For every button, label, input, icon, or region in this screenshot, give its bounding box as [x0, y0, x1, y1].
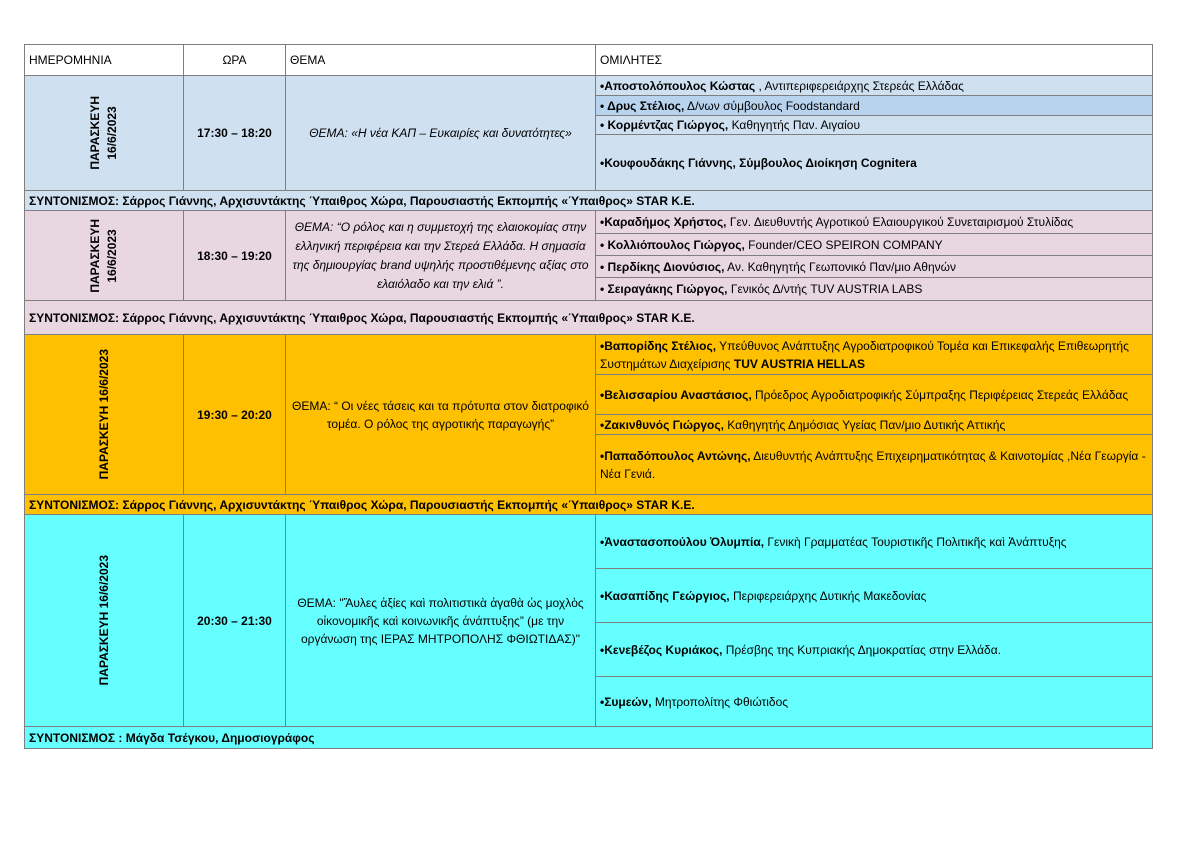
speaker-item — [596, 569, 1153, 623]
speaker-name: •Παπαδόπουλος Αντώνης, — [600, 448, 751, 463]
speaker-role: Διευθυντής Ανάπτυξης Επιχειρηματικότητας & Καινοτομίας ,Νέα Γεωργία - Νέα Γενιά. — [600, 448, 1146, 481]
header-row — [25, 45, 1153, 76]
session-4-row — [25, 515, 1153, 569]
session-time: 20:30 – 21:30 — [184, 515, 286, 727]
speaker-name: •Κασαπίδης Γεώργιος, — [600, 588, 730, 603]
session-2-row — [25, 211, 1153, 234]
speaker-name: •Βαπορίδης Στέλιος, — [600, 338, 717, 353]
speaker-role: Καθηγητής Δημόσιας Υγείας Παν/μιο Δυτικής Αττικής — [723, 417, 1006, 432]
date-value: ΠΑΡΑΣΚΕΥΗ 16/6/2023 — [96, 555, 111, 686]
speaker-name: • Σειραγάκης Γιώργος, — [600, 282, 728, 296]
speaker-role: , Αντιπεριφερειάρχης Στερεάς Ελλάδας — [755, 78, 964, 93]
coordinator-row: ΣΥΝΤΟΝΙΣΜΟΣ: Σάρρος Γιάννης, Αρχισυντάκτης Ύπαιθρος Χώρα, Παρουσιαστής Εκπομπής «Ύπαιθρος» STAR K.E. — [25, 191, 1153, 211]
speaker-role: Γενικός Δ/ντής TUV AUSTRIA LABS — [727, 282, 923, 296]
speaker-name: •Ἀναστασοπούλου Ὀλυμπία, — [600, 534, 765, 549]
speaker-item — [596, 375, 1153, 415]
speaker-name: •Ζακινθυνός Γιώργος, — [600, 417, 724, 432]
header-topic: ΘΕΜΑ — [286, 45, 596, 76]
speaker-item — [596, 256, 1153, 278]
speaker-name: •Αποστολόπουλος Κώστας — [600, 78, 756, 93]
speaker-role: Αν. Καθηγητής Γεωπονικό Παν/μιο Αθηνών — [724, 259, 957, 274]
speaker-name: • Κορμέντζας Γιώργος, — [600, 118, 729, 132]
session-topic: ΘΕΜΑ: “ Οι νέες τάσεις και τα πρότυπα στον διατροφικό τομέα. Ο ρόλος της αγροτικής παραγωγής” — [286, 335, 596, 495]
speaker-org: TUV AUSTRIA HELLAS — [733, 356, 865, 371]
speaker-name: • Κολλιόπουλος Γιώργος, — [600, 237, 745, 252]
speaker-item — [596, 96, 1153, 116]
header-speakers: ΟΜΙΛΗΤΕΣ — [596, 45, 1153, 76]
header-time: ΩΡΑ — [184, 45, 286, 76]
session-date — [25, 335, 184, 495]
speaker-item — [596, 135, 1153, 191]
speaker-item — [596, 211, 1153, 234]
date-day: ΠΑΡΑΣΚΕΥΗ — [88, 96, 102, 170]
speaker-item — [596, 278, 1153, 301]
speaker-name: •Βελισσαρίου Αναστάσιος, — [600, 387, 752, 402]
speaker-role: Υπεύθυνος Ανάπτυξης Αγροδιατροφικού Τομέα και Επικεφαλής Επιθεωρητής Συστημάτων Διαχείρισης — [600, 338, 1129, 371]
date-day: ΠΑΡΑΣΚΕΥΗ — [88, 218, 102, 293]
session-date — [25, 76, 184, 191]
session-topic: ΘΕΜΑ: “Ο ρόλος και η συμμετοχή της ελαιοκομίας στην ελληνική περιφέρεια και την Στερεά Ελλάδα. Η σημασία της δημιουργίας brand υψηλής προστιθέμενης αξίας στο ελαιόλαδο και την ελιά ”. — [286, 211, 596, 301]
speaker-role: Δ/νων σύμβουλος Foodstandard — [684, 98, 860, 113]
speaker-item — [596, 623, 1153, 677]
speaker-role: Μητροπολίτης Φθιώτιδος — [651, 694, 789, 709]
date-value: ΠΑΡΑΣΚΕΥΗ 16/6/2023 — [96, 349, 111, 480]
session-topic: ΘΕΜΑ: "Ἄυλες ἀξίες καὶ πολιτιστικὰ ἀγαθὰ ὡς μοχλὸς οἰκονομικῆς καὶ κοινωνικῆς ἀνάπτυξης” (με την οργάνωση της ΙΕΡΑΣ ΜΗΤΡΟΠΟΛΗΣ ΦΘΙΩΤΙΔΑΣ)" — [286, 515, 596, 727]
speaker-item — [596, 234, 1153, 256]
schedule-table — [24, 44, 1153, 749]
session-time: 19:30 – 20:20 — [184, 335, 286, 495]
coordinator-row: ΣΥΝΤΟΝΙΣΜΟΣ : Μάγδα Τσέγκου, Δημοσιογράφος — [25, 727, 1153, 749]
speaker-name: •Κουφουδάκης Γιάννης, Σύμβουλος Διοίκηση Cognitera — [600, 155, 917, 170]
session-time: 18:30 – 19:20 — [184, 211, 286, 301]
speaker-item — [596, 116, 1153, 135]
header-date: ΗΜΕΡΟΜΗΝΙΑ — [25, 45, 184, 76]
speaker-item — [596, 415, 1153, 435]
speaker-name: •Κενεβέζος Κυριάκος, — [600, 642, 723, 657]
speaker-role: Γεν. Διευθυντής Αγροτικού Ελαιουργικού Συνεταιρισμού Στυλίδας — [726, 215, 1074, 229]
session-time: 17:30 – 18:20 — [184, 76, 286, 191]
date-value: 16/6/2023 — [105, 106, 119, 160]
speaker-role: Καθηγητής Παν. Αιγαίου — [728, 118, 861, 132]
coordinator-row: ΣΥΝΤΟΝΙΣΜΟΣ: Σάρρος Γιάννης, Αρχισυντάκτης Ύπαιθρος Χώρα, Παρουσιαστής Εκπομπής «Ύπαιθρος» STAR K.E. — [25, 301, 1153, 335]
date-value: 16/6/2023 — [105, 228, 119, 283]
session-date — [25, 211, 184, 301]
session-topic: ΘΕΜΑ: «Η νέα ΚΑΠ – Ευκαιρίες και δυνατότητες» — [286, 76, 596, 191]
speaker-name: •Συμεών, — [600, 694, 652, 709]
speaker-item — [596, 435, 1153, 495]
speaker-role: Περιφερειάρχης Δυτικής Μακεδονίας — [729, 588, 927, 603]
speaker-role: Founder/CEO SPEIRON COMPANY — [744, 237, 943, 252]
session-3-row — [25, 335, 1153, 375]
speaker-item — [596, 335, 1153, 375]
speaker-role: Πρέσβης της Κυπριακής Δημοκρατίας στην Ελλάδα. — [722, 642, 1001, 657]
speaker-name: • Περδίκης Διονύσιος, — [600, 259, 725, 274]
coordinator-row: ΣΥΝΤΟΝΙΣΜΟΣ: Σάρρος Γιάννης, Αρχισυντάκτης Ύπαιθρος Χώρα, Παρουσιαστής Εκπομπής «Ύπαιθρος» STAR K.E. — [25, 495, 1153, 515]
session-1-row — [25, 76, 1153, 96]
speaker-item — [596, 515, 1153, 569]
speaker-name: •Καραδήμος Χρήστος, — [600, 215, 727, 229]
speaker-item — [596, 76, 1153, 96]
speaker-item — [596, 677, 1153, 727]
speaker-role: Γενικὴ Γραμματέας Τουριστικῆς Πολιτικῆς καὶ Ἀνάπτυξης — [764, 534, 1067, 549]
speaker-role: Πρόεδρος Αγροδιατροφικής Σύμπραξης Περιφέρειας Στερεάς Ελλάδας — [751, 387, 1129, 402]
speaker-name: • Δρυς Στέλιος, — [600, 98, 685, 113]
session-date — [25, 515, 184, 727]
